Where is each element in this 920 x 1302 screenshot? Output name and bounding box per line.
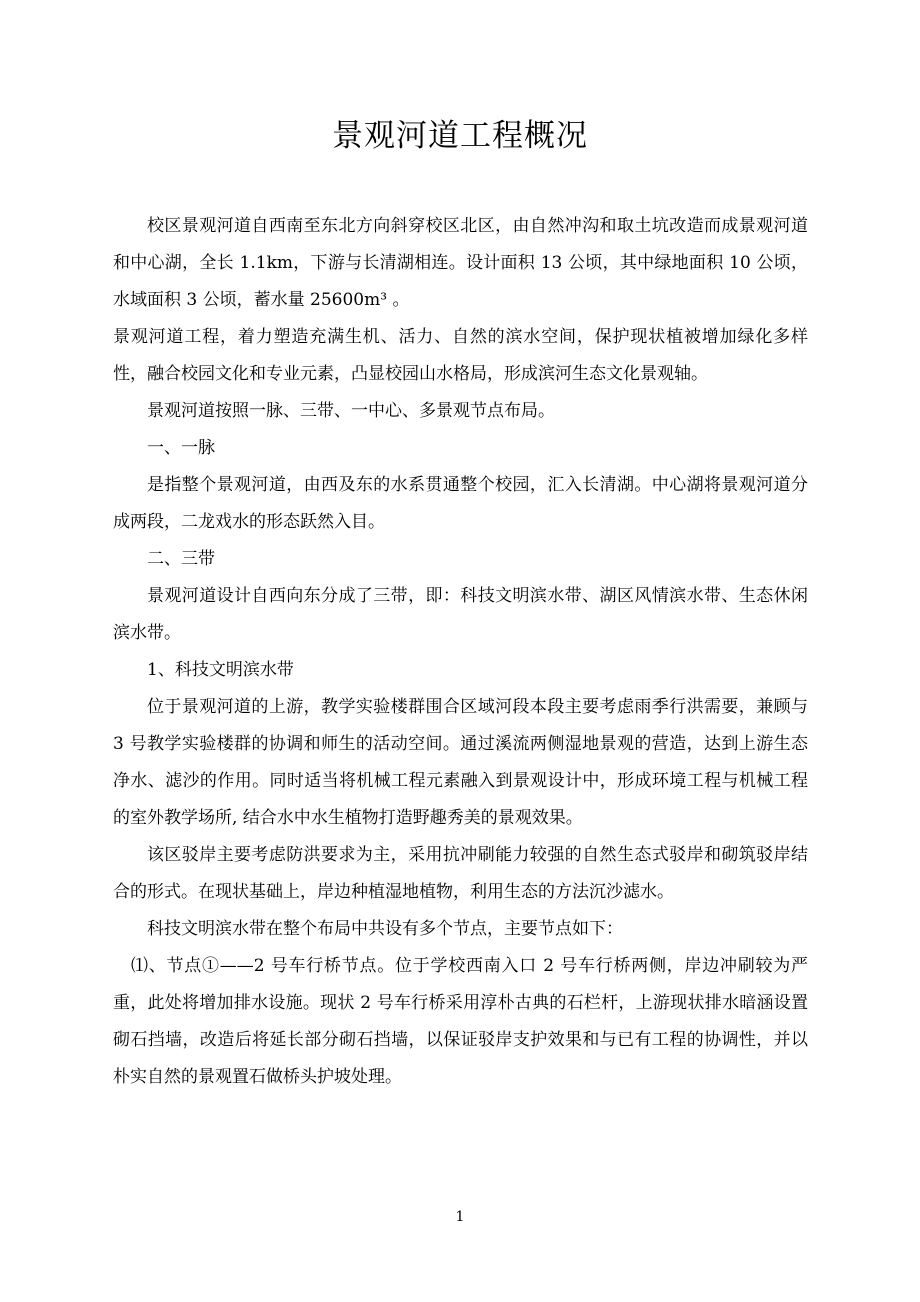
document-body — [113, 208, 808, 1096]
paragraph-three-belts: 景观河道设计自西向东分成了三带，即：科技文明滨水带、湖区风情滨水带、生态休闲滨水带。 — [113, 586, 808, 643]
heading-one-vein: 一、一脉 — [147, 438, 215, 458]
page-number: 1 — [455, 1209, 465, 1225]
paragraph-one-vein: 是指整个景观河道，由西及东的水系贯通整个校园，汇入长清湖。中心湖将景观河道分成两段，二龙戏水的形态跃然入目。 — [113, 475, 808, 532]
paragraph-overview: 校区景观河道自西南至东北方向斜穿校区北区，由自然冲沟和取土坑改造而成景观河道和中心湖，全长 1.1km，下游与长清湖相连。设计面积 13 公顷，其中绿地面积 10 公顷，水域面积 3 公顷，蓄水量 25600m³ 。 — [113, 216, 808, 310]
page-title: 景观河道工程概况 — [332, 118, 588, 154]
paragraph-tech-belt-location: 位于景观河道的上游，教学实验楼群围合区域河段本段主要考虑雨季行洪需要，兼顾与 3 号教学实验楼群的协调和师生的活动空间。通过溪流两侧湿地景观的营造，达到上游生态净水、滤沙的作用。同时适当将机械工程元素融入到景观设计中，形成环境工程与机械工程的室外教学场所, 结合水中水生植物打造野趣秀美的景观效果。 — [113, 697, 808, 828]
paragraph-layout: 景观河道按照一脉、三带、一中心、多景观节点布局。 — [147, 401, 555, 421]
heading-tech-belt: 1、科技文明滨水带 — [147, 660, 294, 680]
paragraph-goals: 景观河道工程，着力塑造充满生机、活力、自然的滨水空间，保护现状植被增加绿化多样性，融合校园文化和专业元素，凸显校园山水格局，形成滨河生态文化景观轴。 — [113, 327, 808, 384]
paragraph-tech-belt-revetment: 该区驳岸主要考虑防洪要求为主，采用抗冲刷能力较强的自然生态式驳岸和砌筑驳岸结合的形式。在现状基础上，岸边种植湿地植物，利用生态的方法沉沙滤水。 — [113, 845, 808, 902]
paragraph-node-1: ⑴、节点①——2 号车行桥节点。位于学校西南入口 2 号车行桥两侧，岸边冲刷较为严重，此处将增加排水设施。现状 2 号车行桥采用淳朴古典的石栏杆，上游现状排水暗涵设置砌石挡墙，改造后将延长部分砌石挡墙，以保证驳岸支护效果和与已有工程的协调性，并以朴实自然的景观置石做桥头护坡处理。 — [113, 956, 808, 1087]
heading-three-belts: 二、三带 — [147, 549, 215, 569]
paragraph-tech-belt-nodes: 科技文明滨水带在整个布局中共设有多个节点，主要节点如下： — [147, 919, 623, 939]
